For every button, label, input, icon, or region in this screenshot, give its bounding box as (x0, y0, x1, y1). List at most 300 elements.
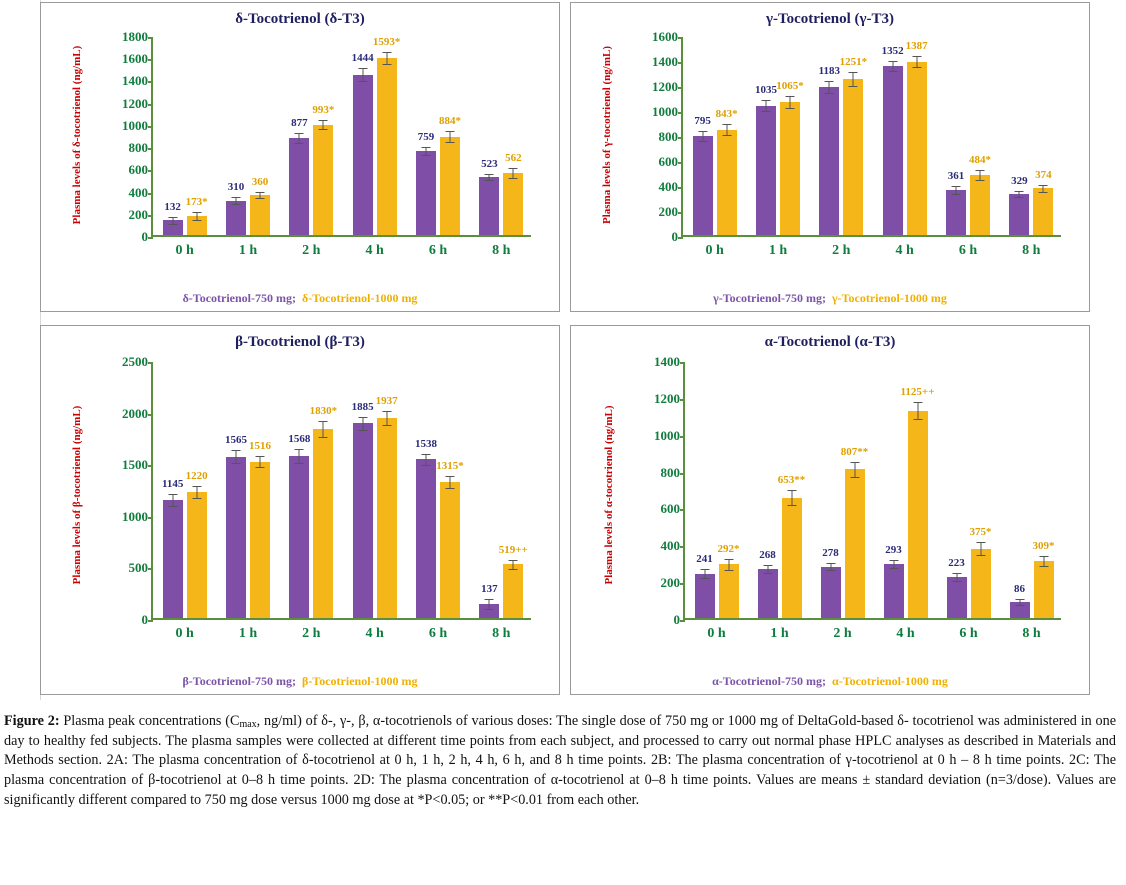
error-bar-cap (445, 476, 454, 477)
bar-value-label: 1220 (185, 469, 208, 482)
bar-value-label: 519++ (498, 544, 528, 557)
bar-group (280, 362, 343, 641)
error-bar-cap (255, 456, 264, 457)
bar-1000mg (375, 395, 398, 618)
error-bar-cap (421, 454, 430, 455)
error-bar-stem (704, 569, 705, 578)
error-bar-cap (231, 463, 240, 464)
legend-item-750-gamma: γ-Tocotrienol-750 mg (713, 291, 822, 305)
x-tick-label: 1 h (238, 243, 258, 258)
x-tick-label: 2 h (832, 243, 851, 258)
error-bar-stem (726, 124, 727, 135)
legend-item-1000-beta: β-Tocotrienol-1000 mg (302, 674, 418, 688)
error-bar-cap (722, 135, 731, 136)
error-bar-cap (888, 71, 897, 72)
bar-value-label: 293 (885, 543, 902, 556)
error-bar-stem (892, 61, 893, 71)
y-axis-title-beta: Plasma levels of β-tocotrienol (ng/mL) (71, 405, 83, 585)
x-tick-label: 0 h (705, 243, 724, 258)
bar-group (470, 362, 533, 641)
error-bar-cap (192, 498, 201, 499)
bar-750mg (947, 557, 967, 618)
x-tick-label: 4 h (895, 243, 914, 258)
error-bar-cap (850, 477, 859, 478)
error-bar-stem (854, 462, 855, 477)
bar-value-label: 1830* (309, 405, 338, 418)
bar-value-label: 1937 (375, 395, 398, 408)
bar-value-label: 884* (438, 115, 461, 128)
error-bar-cap (319, 129, 328, 130)
error-bar-cap (445, 131, 454, 132)
bar-750mg (351, 51, 374, 235)
bar-750mg (1010, 582, 1030, 618)
x-tick-label: 0 h (175, 243, 194, 258)
error-bar-stem (893, 560, 894, 568)
error-bar-stem (425, 454, 426, 465)
y-tick-label: 800 (658, 129, 678, 144)
bar-750mg (163, 201, 183, 235)
error-bar-cap (358, 68, 367, 69)
x-tick-label: 0 h (175, 626, 194, 641)
error-bar-stem (299, 449, 300, 463)
error-bar-cap (1015, 599, 1024, 600)
bar-1000mg (185, 469, 208, 618)
error-bar-cap (787, 505, 796, 506)
bar-value-label: 1885 (351, 401, 374, 414)
bar-value-label: 361 (947, 170, 965, 183)
error-bar-cap (698, 131, 707, 132)
bar-value-label: 132 (164, 201, 181, 214)
x-tick-label: 8 h (1022, 243, 1041, 258)
y-tick-label: 500 (128, 560, 148, 576)
error-bar-stem (489, 599, 490, 609)
error-bar-cap (888, 61, 897, 62)
error-bar-cap (358, 417, 367, 418)
x-tick-label: 8 h (492, 626, 511, 641)
y-tick-label: 1500 (122, 457, 148, 473)
error-bar-stem (323, 120, 324, 129)
legend-item-750-alpha: α-Tocotrienol-750 mg (712, 674, 822, 688)
legend-alpha: α-Tocotrienol-750 mg; α-Tocotrienol-1000 mg (712, 674, 948, 688)
error-bar-cap (951, 186, 960, 187)
bar-group (153, 37, 216, 258)
bar-1000mg (250, 175, 270, 235)
chart-title-beta: β-Tocotrienol (β-T3) (235, 334, 365, 350)
error-bar-cap (1015, 191, 1024, 192)
error-bar-cap (231, 197, 240, 198)
error-bar-cap (509, 168, 518, 169)
plot-area-alpha (654, 354, 1061, 641)
bar-1000mg (498, 544, 528, 618)
error-bar-cap (787, 490, 796, 491)
error-bar-cap (382, 52, 391, 53)
y-tick-label: 1000 (654, 427, 680, 443)
bar-value-label: 309* (1032, 540, 1055, 553)
x-tick-label: 6 h (428, 626, 448, 641)
y-tick-label: 0 (673, 612, 680, 627)
bar-value-label: 1125++ (900, 386, 935, 399)
bar-1000mg (438, 115, 461, 235)
error-bar-cap (509, 560, 518, 561)
chart-panel-gamma (570, 2, 1090, 312)
bar-750mg (288, 432, 311, 618)
y-tick-mark (680, 620, 685, 622)
error-bar-cap (509, 569, 518, 570)
error-bar-cap (1039, 185, 1048, 186)
error-bar-cap (295, 143, 304, 144)
error-bar-cap (763, 565, 772, 566)
y-tick-label: 1200 (122, 95, 148, 111)
bar-value-label: 173* (185, 195, 208, 208)
plot-area-beta (122, 354, 531, 641)
bar-value-label: 1035 (754, 84, 777, 96)
bar-750mg (416, 130, 436, 235)
bar-value-label: 877 (291, 116, 308, 129)
error-bar-stem (830, 563, 831, 570)
bar-group (937, 362, 1000, 641)
caption-subscript: max (239, 719, 257, 730)
error-bar-cap (485, 599, 494, 600)
error-bar-stem (425, 147, 426, 155)
error-bar-stem (362, 417, 363, 429)
error-bar-stem (980, 542, 981, 555)
bar-value-label: 223 (948, 557, 965, 570)
caption-text-1: Plasma peak concentrations (C (59, 713, 240, 729)
bar-value-label: 562 (505, 151, 522, 164)
error-bar-cap (231, 204, 240, 205)
error-bar-cap (255, 467, 264, 468)
y-tick-label: 1400 (122, 73, 148, 89)
error-bar-cap (975, 180, 984, 181)
error-bar-cap (826, 570, 835, 571)
bar-group (683, 37, 746, 258)
bar-value-label: 1183 (818, 64, 841, 77)
bar-group (280, 37, 343, 258)
bar-value-label: 360 (251, 175, 269, 188)
error-bar-cap (382, 64, 391, 65)
bar-value-label: 137 (481, 582, 498, 595)
error-bar-cap (850, 462, 859, 463)
chart-panel-beta (40, 325, 560, 695)
bar-value-label: 759 (417, 130, 435, 143)
error-bar-cap (421, 465, 430, 466)
x-tick-label: 4 h (365, 626, 384, 641)
bar-value-label: 1315* (436, 460, 464, 473)
bar-group (343, 362, 406, 641)
error-bar-stem (1043, 556, 1044, 565)
bar-group (406, 362, 469, 641)
x-tick-label: 1 h (768, 243, 788, 258)
y-tick-mark (148, 237, 153, 239)
bar-1000mg (503, 151, 523, 235)
bar-group (1000, 37, 1063, 258)
bar-750mg (1009, 174, 1029, 235)
bar-value-label: 86 (1014, 582, 1025, 595)
bar-value-label: 375* (969, 526, 992, 539)
bar-value-label: 292* (717, 542, 740, 555)
error-bar-cap (951, 194, 960, 195)
bar-group (406, 37, 469, 258)
error-bar-cap (192, 486, 201, 487)
bar-1000mg (905, 40, 928, 235)
bar-value-label: 1251* (839, 55, 868, 68)
bar-1000mg (968, 153, 991, 236)
error-bar-stem (449, 476, 450, 488)
error-bar-cap (168, 217, 177, 218)
legend-item-1000-gamma: γ-Tocotrienol-1000 mg (832, 291, 947, 305)
y-tick-label: 1000 (122, 508, 148, 524)
x-tick-label: 8 h (1022, 626, 1041, 641)
chart-title-delta: δ-Tocotrienol (δ-T3) (235, 11, 365, 27)
error-bar-cap (700, 569, 709, 570)
bar-750mg (884, 543, 904, 618)
error-bar-cap (700, 578, 709, 579)
bar-1000mg (372, 35, 401, 235)
error-bar-cap (231, 450, 240, 451)
bar-750mg (695, 553, 715, 618)
x-tick-label: 4 h (365, 243, 384, 258)
error-bar-cap (382, 411, 391, 412)
y-tick-label: 1400 (654, 354, 680, 369)
y-tick-label: 2000 (122, 405, 148, 421)
bar-750mg (226, 181, 246, 235)
bar-750mg (881, 45, 904, 235)
bar-group (153, 362, 216, 641)
bar-1000mg (840, 445, 869, 618)
error-bar-cap (825, 81, 834, 82)
bar-value-label: 278 (822, 547, 839, 560)
bar-value-label: 523 (481, 157, 498, 170)
error-bar-stem (917, 402, 918, 419)
bar-750mg (754, 84, 777, 235)
error-bar-stem (299, 133, 300, 143)
error-bar-stem (789, 96, 790, 109)
error-bar-cap (485, 174, 494, 175)
bar-750mg (818, 64, 841, 235)
error-bar-cap (763, 573, 772, 574)
error-bar-stem (955, 186, 956, 194)
error-bar-cap (319, 120, 328, 121)
y-axis-title-alpha: Plasma levels of α-tocotrienol (ng/mL) (603, 405, 615, 585)
bar-1000mg (717, 542, 740, 618)
error-bar-cap (445, 142, 454, 143)
error-bar-cap (192, 212, 201, 213)
y-tick-label: 800 (660, 464, 680, 480)
bar-value-label: 329 (1011, 174, 1028, 187)
x-tick-label: 6 h (959, 626, 978, 641)
x-tick-label: 2 h (833, 626, 852, 641)
bar-value-label: 1444 (351, 51, 374, 64)
error-bar-cap (912, 56, 921, 57)
error-bar-cap (1039, 192, 1048, 193)
bar-value-label: 310 (227, 181, 245, 194)
y-tick-label: 0 (141, 612, 148, 627)
bar-group (811, 362, 874, 641)
error-bar-cap (722, 124, 731, 125)
y-tick-label: 1200 (652, 79, 678, 94)
bar-value-label: 374 (1035, 168, 1052, 181)
y-tick-label: 200 (660, 575, 680, 591)
error-bar-cap (192, 220, 201, 221)
bar-value-label: 795 (694, 114, 711, 127)
error-bar-cap (485, 609, 494, 610)
y-tick-label: 800 (128, 140, 148, 156)
error-bar-cap (724, 559, 733, 560)
error-bar-cap (421, 147, 430, 148)
error-bar-stem (513, 560, 514, 568)
y-tick-label: 1400 (652, 54, 678, 69)
error-bar-cap (295, 133, 304, 134)
y-tick-label: 200 (658, 204, 678, 219)
y-tick-label: 400 (660, 538, 680, 554)
error-bar-stem (791, 490, 792, 505)
legend-item-750-beta: β-Tocotrienol-750 mg (182, 674, 292, 688)
chart-panel-alpha (570, 325, 1090, 695)
bar-750mg (693, 114, 713, 235)
legend-item-1000-delta: δ-Tocotrienol-1000 mg (302, 291, 418, 305)
figure-panels (40, 0, 1126, 710)
bar-group (748, 362, 811, 641)
y-tick-label: 0 (671, 229, 678, 244)
error-bar-stem (916, 56, 917, 67)
x-tick-label: 6 h (958, 243, 978, 258)
y-tick-label: 1000 (652, 104, 678, 119)
x-tick-label: 8 h (492, 243, 511, 258)
error-bar-cap (849, 86, 858, 87)
error-bar-cap (168, 224, 177, 225)
error-bar-cap (485, 180, 494, 181)
error-bar-stem (956, 573, 957, 580)
y-tick-label: 0 (141, 229, 148, 244)
bar-1000mg (312, 104, 335, 235)
error-bar-cap (168, 494, 177, 495)
bar-value-label: 1565 (224, 434, 247, 447)
bar-group (685, 362, 748, 641)
bar-group (1000, 362, 1063, 641)
y-tick-mark (148, 620, 153, 622)
error-bar-stem (702, 131, 703, 141)
bar-750mg (351, 401, 374, 618)
figure-caption (4, 712, 1116, 810)
bar-750mg (161, 478, 184, 618)
bar-1000mg (715, 108, 738, 235)
bar-group (810, 37, 873, 258)
y-tick-label: 1000 (122, 117, 148, 133)
error-bar-cap (1039, 566, 1048, 567)
error-bar-cap (785, 96, 794, 97)
bar-1000mg (969, 526, 992, 618)
error-bar-cap (255, 192, 264, 193)
chart-title-alpha: α-Tocotrienol (α-T3) (764, 334, 896, 350)
error-bar-cap (826, 563, 835, 564)
error-bar-stem (728, 559, 729, 570)
bar-group (470, 37, 533, 258)
error-bar-stem (829, 81, 830, 94)
error-bar-cap (849, 72, 858, 73)
error-bar-cap (889, 568, 898, 569)
bar-value-label: 807** (840, 445, 869, 458)
x-tick-label: 0 h (707, 626, 726, 641)
x-tick-label: 1 h (238, 626, 258, 641)
error-bar-cap (295, 449, 304, 450)
bar-750mg (946, 170, 966, 235)
error-bar-cap (976, 542, 985, 543)
x-tick-label: 4 h (896, 626, 915, 641)
error-bar-stem (386, 411, 387, 424)
y-tick-label: 1200 (654, 390, 680, 406)
error-bar-stem (1043, 185, 1044, 193)
bar-value-label: 1516 (248, 439, 271, 452)
error-bar-cap (445, 488, 454, 489)
bar-value-label: 1387 (905, 40, 928, 52)
bar-group (746, 37, 809, 258)
error-bar-cap (382, 425, 391, 426)
y-tick-label: 2500 (122, 354, 148, 369)
error-bar-stem (172, 494, 173, 505)
error-bar-cap (295, 463, 304, 464)
figure-label: Figure 2: (4, 713, 60, 729)
plot-area-delta (122, 29, 531, 258)
bar-group (216, 362, 279, 641)
error-bar-cap (952, 581, 961, 582)
y-tick-label: 400 (658, 179, 678, 194)
bar-1000mg (309, 405, 338, 618)
error-bar-cap (825, 93, 834, 94)
y-tick-label: 1600 (122, 51, 148, 67)
error-bar-cap (1015, 605, 1024, 606)
error-bar-stem (979, 170, 980, 180)
error-bar-stem (765, 100, 766, 111)
error-bar-stem (235, 450, 236, 462)
error-bar-stem (196, 486, 197, 498)
bar-1000mg (777, 474, 806, 618)
bar-value-label: 268 (759, 548, 776, 561)
error-bar-stem (259, 456, 260, 467)
y-tick-mark (678, 237, 683, 239)
error-bar-cap (168, 506, 177, 507)
bar-value-label: 653** (777, 474, 806, 487)
bar-group (873, 37, 936, 258)
error-bar-cap (975, 170, 984, 171)
y-axis-title-delta: Plasma levels of δ-tocotrienol (ng/mL) (71, 45, 83, 225)
y-tick-label: 600 (660, 501, 680, 517)
y-axis-title-gamma: Plasma levels of γ-tocotrienol (ng/mL) (601, 45, 613, 225)
error-bar-cap (912, 67, 921, 68)
error-bar-stem (386, 52, 387, 64)
error-bar-cap (952, 573, 961, 574)
error-bar-stem (513, 168, 514, 178)
y-tick-label: 1800 (122, 29, 148, 44)
x-tick-label: 2 h (302, 243, 321, 258)
y-tick-label: 600 (128, 162, 148, 178)
bar-value-label: 1568 (288, 432, 311, 445)
error-bar-cap (255, 198, 264, 199)
caption-text-2: , ng/ml) of δ-, γ-, β, α-tocotrienols of various doses: The single dose of 750 mg or 1000 mg of DeltaGold-based δ- tocotrienol was administered in one day to healthy fed subjects. The plasma samples were collected at different time points from each subject, and processed to carry out normal phase HPLC analyses as described in Materials and Methods section. 2A: The plasma concentration of δ-tocotrienol at 0 h, 1 h, 2 h, 4 h, 6 h, and 8 h time points. 2B: The plasma concentration of γ-tocotrienol at 0 h – 8 h time points. 2C: The plasma concentration of β-tocotrienol at 0–8 h time points. 2D: The plasma concentration of α-tocotrienol at 0–8 h time points. Values are means ± standard deviation (n=3/dose). Values are significantly different compared to 750 mg dose versus 1000 mg dose at *P<0.05; or **P<0.01 from each other. (4, 713, 1117, 808)
error-bar-stem (196, 212, 197, 220)
bar-1000mg (248, 439, 271, 618)
legend-item-750-delta: δ-Tocotrienol-750 mg (182, 291, 292, 305)
bar-1000mg (1033, 168, 1053, 235)
bar-value-label: 484* (968, 153, 991, 166)
error-bar-stem (362, 68, 363, 81)
x-tick-label: 1 h (770, 626, 789, 641)
bar-1000mg (436, 460, 464, 618)
legend-item-1000-alpha: α-Tocotrienol-1000 mg (832, 674, 948, 688)
error-bar-cap (761, 100, 770, 101)
bar-1000mg (839, 55, 868, 235)
error-bar-cap (913, 419, 922, 420)
bar-1000mg (185, 195, 208, 235)
